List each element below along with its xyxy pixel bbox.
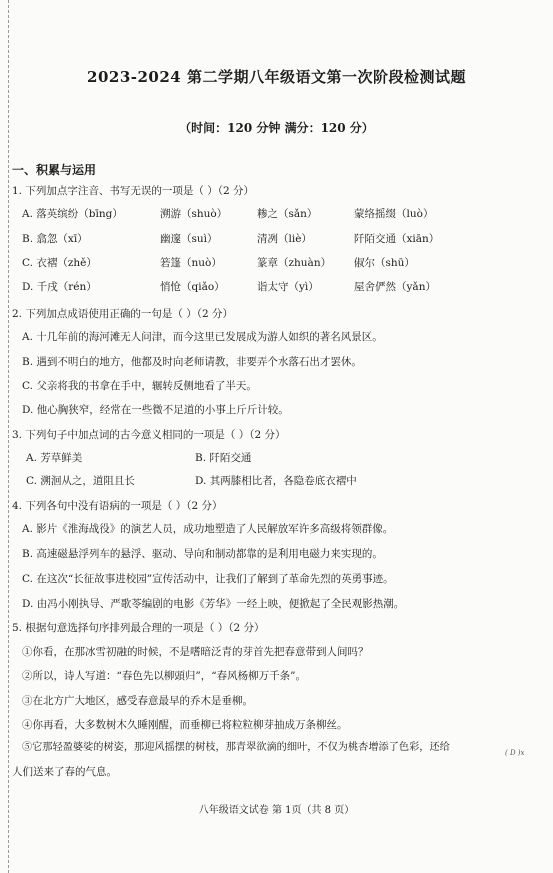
q5-sentence-5: ⑤它那轻盈婆娑的树姿，那迎风摇摆的树枝，那青翠欲滴的细叶，不仅为桃杏增添了色彩，还给 [22,742,450,753]
q5-sentence-5-cont: 人们送来了春的气息。 [12,766,117,778]
q3-stem: 3. 下列句子中加点词的古今意义相同的一项是（ ）（2 分） [12,429,286,441]
q1-b-3: 清冽（liè） [257,233,312,245]
q1-a-2: 溯游（shuò） [160,208,228,220]
q1-a-1: A. 落英缤纷（bīng） [22,208,123,220]
q5-sentence-4: ④你再看，大多数树木久睡刚醒，而垂柳已将粒粒柳芽抽成万条柳丝。 [22,719,348,731]
q4-stem: 4. 下列各句中没有语病的一项是（ ）（2 分） [12,500,223,512]
section-heading: 一、积累与运用 [12,163,97,177]
q3-option-c: C. 溯洄从之，道阻且长 [26,475,135,487]
q1-b-2: 幽邃（suì） [160,233,218,245]
q1-b-1: B. 翕忽（xī） [22,233,88,245]
q1-d-3: 诣太守（yì） [257,281,319,293]
exam-subtitle: （时间：120 分钟 满分：120 分） [179,121,374,135]
q1-d-2: 悄怆（qiǎo） [160,281,225,293]
q1-a-3: 糁之（sǎn） [257,208,318,220]
q5-stem: 5. 根据句意选择句序排列最合理的一项是（ ）（2 分） [12,622,265,634]
q2-option-d: D. 他心胸狭窄，经常在一些微不足道的小事上斤斤计较。 [22,404,289,416]
exam-title: 2023-2024 第二学期八年级语文第一次阶段检测试题 [87,68,466,86]
q1-c-3: 篆章（zhuàn） [257,257,332,269]
q4-option-d: D. 由冯小刚执导、严歌苓编剧的电影《芳华》一经上映，便掀起了全民观影热潮。 [22,598,405,610]
q5-sentence-3: ③在北方广大地区，感受春意最早的乔木是垂柳。 [22,695,253,707]
q1-a-4: 蒙络摇缀（luò） [354,208,434,220]
q1-c-1: C. 衣褶（zhě） [22,257,97,269]
q3-option-a: A. 芳草鲜美 [26,452,83,464]
q1-d-1: D. 千戌（rén） [22,281,97,293]
q3-option-b: B. 阡陌交通 [195,452,252,464]
q5-sentence-1: ①你看，在那冰雪初融的时候，不是嗜暗泛青的芽首先把春意带到人间吗？ [22,646,369,658]
page-footer: 八年级语文试卷 第 1页（共 8 页） [198,805,355,816]
q4-option-b: B. 高速磁悬浮列车的悬浮、驱动、导向和制动都靠的是利用电磁力来实现的。 [22,548,383,560]
q2-option-c: C. 父亲将我的书拿在手中，辗转反侧地看了半天。 [22,380,257,392]
q1-c-4: 俶尔（shū） [354,257,415,269]
q3-option-d: D. 其两膝相比者，各隐卷底衣褶中 [195,475,357,487]
q2-stem: 2. 下列加点成语使用正确的一句是（ ）（2 分） [12,308,233,320]
q5-sentence-2: ②所以，诗人写道：“春色先以柳頭归”，“春风杨柳万千条”。 [22,670,306,682]
q2-option-a: A. 十几年前的海河滩无人问津，而今这里已发展成为游人如织的著名风景区。 [22,331,383,343]
q2-option-b: B. 遇到不明白的地方，他都及时向老师请教，非要弄个水落石出才罢休。 [22,356,362,368]
q1-d-4: 屋舍俨然（yǎn） [354,281,436,293]
q1-stem: 1. 下列加点字注音、书写无误的一项是（ ）（2 分） [12,185,254,197]
handwritten-note: ( D )x [505,749,525,757]
q4-option-a: A. 影片《淮海战役》的演艺人员，成功地塑造了人民解放军许多高级将领群像。 [22,523,394,535]
q1-c-2: 箬篷（nuò） [160,257,222,269]
q1-b-4: 阡陌交通（xiān） [354,233,440,245]
q4-option-c: C. 在这次“长征故事进校园”宣传活动中，让我们了解到了革命先烈的英勇事迹。 [22,573,394,585]
